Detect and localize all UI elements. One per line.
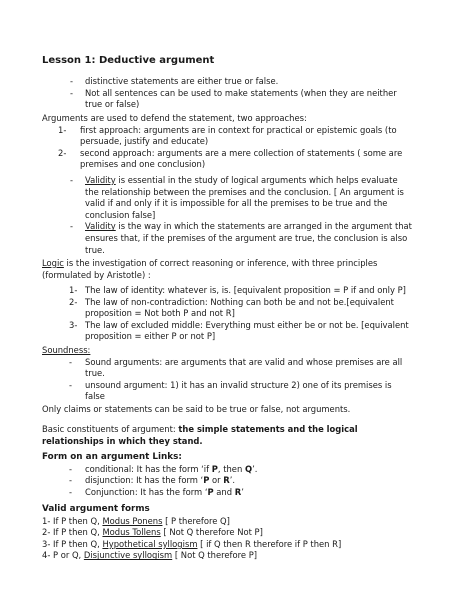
bullet-text: Not all sentences can be used to make statements (when they are neither (85, 87, 397, 98)
list-item (0, 475, 474, 487)
bullet-marker: - (69, 475, 73, 486)
item-text: valid if and only if it is impossible for all the premises to be true and the (85, 198, 388, 209)
item-text: 2- If P then Q, (42, 527, 103, 538)
forms-heading: Form on an argument Links: (42, 452, 182, 462)
number-marker: 1- (69, 285, 78, 295)
list-item (0, 357, 474, 369)
bold-text: relationships in which they stand. (42, 435, 203, 446)
list-item (0, 464, 474, 476)
form-name: Modus Tollens (102, 527, 161, 538)
form-name: Modus Ponens (102, 515, 163, 526)
variable-q: Q (244, 463, 253, 474)
item-text: premises and one conclusion) (80, 159, 206, 170)
number-marker: 3- (69, 319, 78, 330)
list-item (0, 297, 474, 309)
paragraph-line (0, 452, 474, 464)
item-text: true. (85, 368, 105, 379)
item-text: ’. (252, 463, 258, 474)
item-text: persuade, justify and educate) (80, 136, 209, 147)
list-item (0, 527, 474, 539)
paragraph-line (0, 404, 474, 416)
item-text: proposition = Not both P and not R] (85, 308, 235, 319)
bullet-marker: - (70, 87, 74, 98)
approaches-section (0, 113, 474, 171)
list-item-continuation (0, 136, 474, 148)
item-text: [ if Q then R therefore if P then R] (197, 538, 342, 549)
item-text: Conjunction: It has the form ‘ (85, 486, 208, 497)
valid-forms-section (0, 504, 474, 562)
paragraph-line (0, 113, 474, 125)
item-text: [ Not Q therefore P] (172, 550, 258, 561)
constituents-paragraph (0, 424, 474, 447)
list-item (0, 88, 474, 100)
paragraph-line (0, 424, 474, 436)
item-text: false (85, 391, 105, 402)
number-marker: 2- (69, 296, 78, 307)
item-text: , then (217, 463, 245, 474)
variable-p: P (211, 463, 218, 474)
paragraph-line (0, 258, 474, 270)
variable-r: R (234, 486, 242, 497)
list-item (0, 175, 474, 187)
list-item (0, 320, 474, 332)
list-item-continuation (0, 187, 474, 199)
paragraph-line (0, 436, 474, 448)
list-item-continuation (0, 233, 474, 245)
item-text: 4- P or Q, (42, 550, 84, 561)
list-item (0, 380, 474, 392)
item-text: the relationship between the premises and the conclusion. [ An argument is (85, 186, 404, 197)
bullet-marker: - (69, 463, 73, 474)
bullet-marker: - (70, 221, 74, 232)
paragraph-text: is the investigation of correct reasoning or inference, with three principles (63, 258, 378, 268)
item-text: 3- If P then Q, (42, 538, 103, 549)
item-text: conditional: It has the form ‘if (85, 463, 212, 474)
list-item (0, 487, 474, 499)
logic-term: Logic (42, 258, 64, 268)
item-text: first approach: arguments are in context for practical or epistemic goals (to (80, 124, 397, 135)
validity-list (0, 175, 474, 256)
soundness-heading: Soundness: (42, 345, 91, 355)
item-text: or (209, 475, 224, 486)
list-item-continuation (0, 210, 474, 222)
paragraph-line (0, 345, 474, 357)
list-item-continuation (0, 391, 474, 403)
variable-r: R (223, 475, 230, 486)
intro-bullet-list (0, 76, 474, 111)
paragraph-text: (formulated by Aristotle) : (42, 269, 151, 280)
list-item (0, 148, 474, 160)
valid-forms-heading: Valid argument forms (42, 504, 150, 514)
list-item-continuation (0, 368, 474, 380)
bullet-text: distinctive statements are either true or false. (85, 76, 279, 86)
item-text: proposition = either P or not P] (85, 331, 216, 342)
validity-term: Validity (85, 221, 116, 232)
list-item (0, 516, 474, 528)
paragraph-text: Only claims or statements can be said to be true or false, not arguments. (42, 404, 351, 414)
logic-paragraph (0, 258, 474, 281)
item-text: 1- If P then Q, (42, 515, 103, 526)
item-text: ensures that, if the premises of the argument are true, the conclusion is also (85, 232, 408, 243)
item-text: The law of identity: whatever is, is. [equivalent proposition = P if and only P] (85, 285, 406, 295)
paragraph-line (0, 270, 474, 282)
item-text: ’ (241, 486, 244, 497)
number-marker: 2- (58, 147, 67, 158)
bullet-marker: - (70, 76, 74, 86)
item-text: and (213, 486, 235, 497)
list-item (0, 221, 474, 233)
item-text: The law of excluded middle: Everything must either be or not be. [equivalent (85, 319, 409, 330)
item-text: is the way in which the statements are arranged in the argument that (115, 221, 412, 232)
bullet-marker: - (69, 486, 73, 497)
item-text: [ Not Q therefore Not P] (160, 527, 263, 538)
bullet-text: true or false) (85, 99, 140, 110)
bullet-marker: - (69, 356, 73, 367)
item-text: disjunction: It has the form ‘ (85, 475, 204, 486)
list-item (0, 539, 474, 551)
list-item-continuation (0, 245, 474, 257)
list-item-continuation (0, 331, 474, 343)
bullet-marker: - (69, 379, 73, 390)
lesson-title: Lesson 1: Deductive argument (42, 55, 215, 66)
paragraph-text: Basic constituents of argument: (42, 424, 179, 434)
item-text: true. (85, 244, 105, 255)
item-text: [ P therefore Q] (162, 515, 230, 526)
form-name: Hypothetical syllogism (102, 538, 198, 549)
paragraph-line (0, 504, 474, 516)
variable-p: P (207, 486, 214, 497)
bullet-marker: - (70, 175, 74, 185)
list-item (0, 125, 474, 137)
approaches-intro: Arguments are used to defend the statement, two approaches: (42, 113, 307, 123)
item-text: is essential in the study of logical arguments which helps evaluate (115, 175, 398, 185)
list-item (0, 550, 474, 562)
item-text: unsound argument: 1) it has an invalid structure 2) one of its premises is (85, 379, 392, 390)
laws-list (0, 285, 474, 343)
item-text: The law of non-contradiction: Nothing can both be and not be.[equivalent (85, 296, 394, 307)
variable-p: P (203, 475, 210, 486)
item-text: ’. (229, 475, 236, 486)
number-marker: 1- (58, 124, 67, 135)
list-item (0, 76, 474, 88)
list-item-continuation (0, 159, 474, 171)
bold-text: the simple statements and the logical (178, 424, 358, 434)
item-text: Sound arguments: are arguments that are valid and whose premises are all (85, 356, 403, 367)
form-name: Disjunctive syllogism (83, 550, 173, 561)
list-item-continuation (0, 308, 474, 320)
validity-term: Validity (85, 175, 116, 185)
forms-section (0, 452, 474, 498)
soundness-section (0, 345, 474, 403)
list-item (0, 285, 474, 297)
claims-note (0, 404, 474, 416)
item-text: conclusion false] (85, 209, 156, 220)
item-text: second approach: arguments are a mere collection of statements ( some are (80, 147, 403, 158)
list-item-continuation (0, 99, 474, 111)
list-item-continuation (0, 198, 474, 210)
